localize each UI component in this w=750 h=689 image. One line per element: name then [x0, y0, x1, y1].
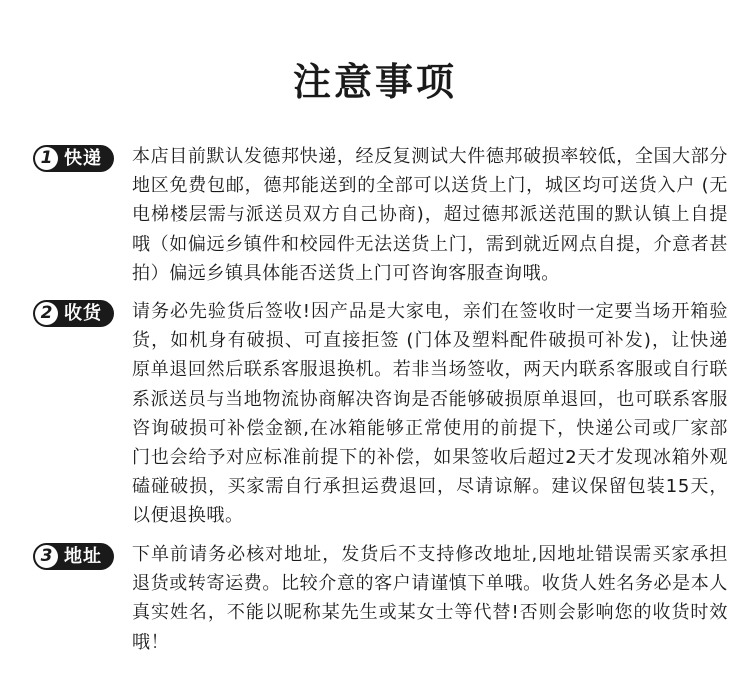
section-text: 下单前请务必核对地址，发货后不支持修改地址,因地址错误需买家承担退货或转寄运费。比较介意的客户请谨慎下单哦。收货人姓名务必是本人真实姓名，不能以昵称某先生或某女士等代替!否则会影响您的收货时效哦！: [132, 544, 728, 653]
section-label: 收货: [64, 303, 102, 324]
section-label: 地址: [64, 546, 102, 567]
section-text: 请务必先验货后签收!因产品是大家电，亲们在签收时一定要当场开箱验货，如机身有破损、可直接拒签 (门体及塑料配件破损可补发)，让快递原单退回然后联系客服退换机。若非当场签收，两天内联系客服或自行联系派送员与当地物流协商解决咨询是否能够破损原单退回，也可联系客服咨询破损可补偿金额,在冰箱能够正常使用的前提下，快递公司或厂家部门也会给予对应标准前提下的补偿，如果签收后超过2天才发现冰箱外观磕碰破损，买家需自行承担运费退回，尽请谅解。建议保留包装15天，以便退换哦。: [132, 301, 728, 527]
section-badge: [33, 145, 114, 172]
section-label: 快递: [64, 148, 102, 169]
section-number: 1: [35, 147, 58, 170]
section-badge: [33, 543, 114, 570]
section-badge: [33, 300, 114, 327]
section-number: 2: [35, 302, 58, 325]
section-number: 3: [35, 545, 58, 568]
section-text: 本店目前默认发德邦快递，经反复测试大件德邦破损率较低，全国大部分地区免费包邮，德邦能送到的全部可以送货上门，城区均可送货入户 (无电梯楼层需与派送员双方自己协商)，超过德邦派送范围的默认镇上自提哦（如偏远乡镇件和校园件无法送货上门，需到就近网点自提，介意者甚拍）偏远乡镇具体能否送货上门可咨询客服查询哦。: [132, 146, 728, 284]
page-title: 注意事项: [292, 60, 457, 104]
